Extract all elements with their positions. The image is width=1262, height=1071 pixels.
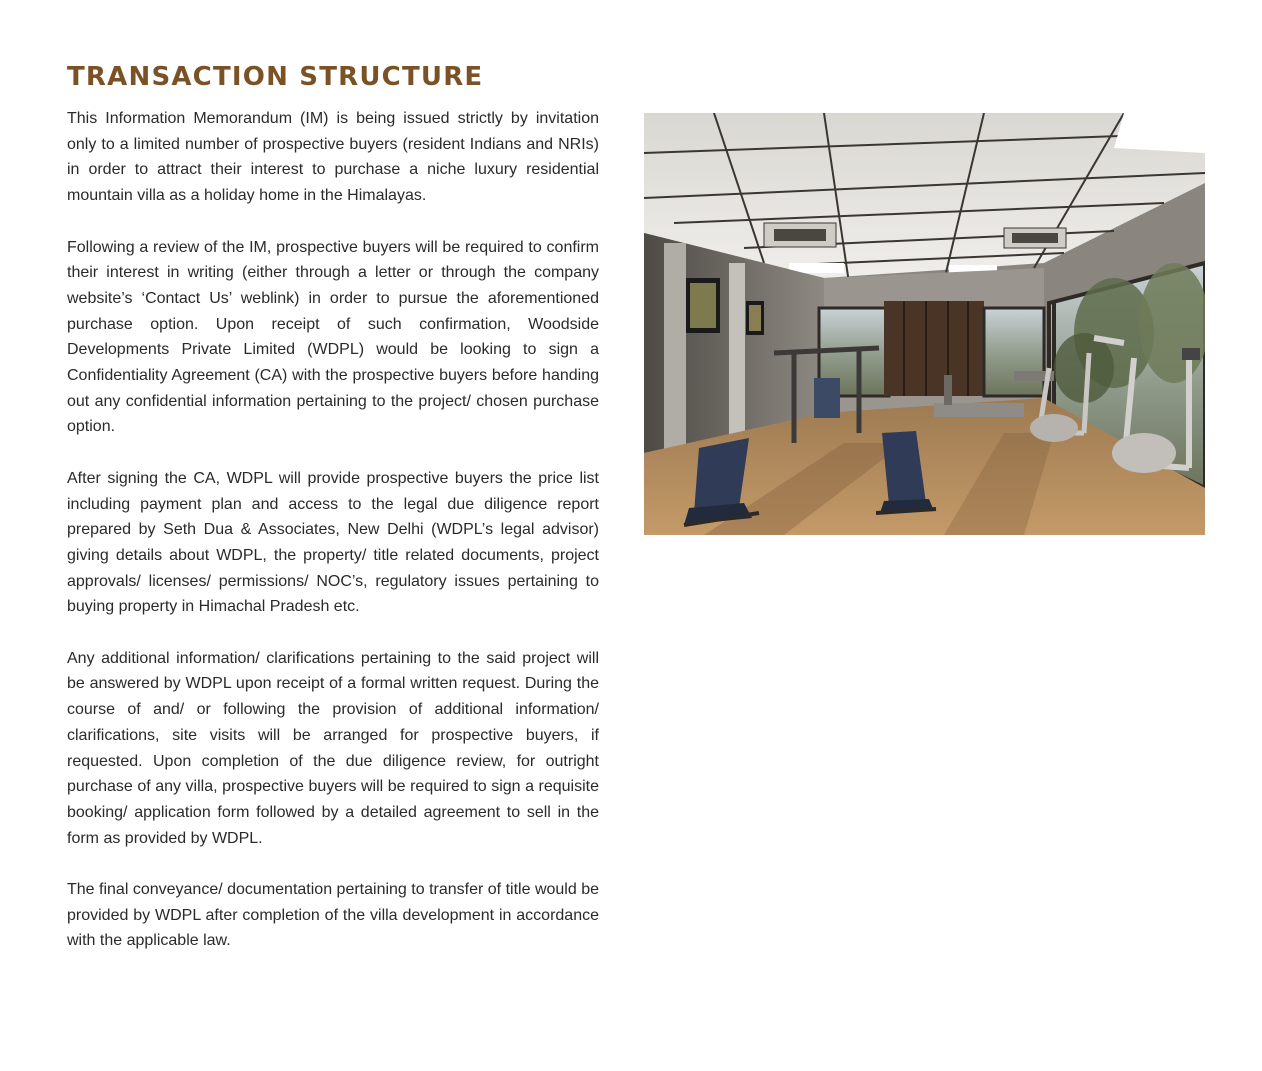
body-text [67,106,599,980]
paragraph-due-diligence: After signing the CA, WDPL will provide prospective buyers the price list including payment plan and access to the legal due diligence report prepared by Seth Dua & Associates, New Delhi (WDPL’s legal advisor) giving details about WDPL, the property/ title related documents, project approvals/ licenses/ permissions/ NOC’s, regulatory issues pertaining to buying property in Himachal Pradesh etc. [67,469,599,616]
page-title: TRANSACTION STRUCTURE [67,62,484,92]
paragraph-additional-information: Any additional information/ clarifications pertaining to the said project will be answered by WDPL upon receipt of a formal written request. During the course of and/ or following the provision of additional information/ clarifications, site visits will be arranged for prospective buyers, if requested. Upon completion of the due diligence review, for outright purchase of any villa, prospective buyers will be required to sign a requisite booking/ application form followed by a detailed agreement to sell in the form as provided by WDPL. [67,649,599,847]
paragraph-final-conveyance: The final conveyance/ documentation pertaining to transfer of title would be provided by WDPL after completion of the villa development in accordance with the applicable law. [67,881,599,950]
paragraph-invitation: This Information Memorandum (IM) is being issued strictly by invitation only to a limited number of prospective buyers (resident Indians and NRIs) in order to attract their interest to purchase a niche luxury residential mountain villa as a holiday home in the Himalayas. [67,110,599,205]
paragraph-confirmation: Following a review of the IM, prospective buyers will be required to confirm their interest in writing (either through a letter or through the company website’s ‘Contact Us’ weblink) in order to pursue the aforementioned purchase option. Upon receipt of such confirmation, Woodside Developments Private Limited (WDPL) would be looking to sign a Confidentiality Agreement (CA) with the prospective buyers before handing out any confidential information pertaining to the project/ chosen purchase option. [67,238,599,436]
gym-interior-photo [644,113,1205,535]
